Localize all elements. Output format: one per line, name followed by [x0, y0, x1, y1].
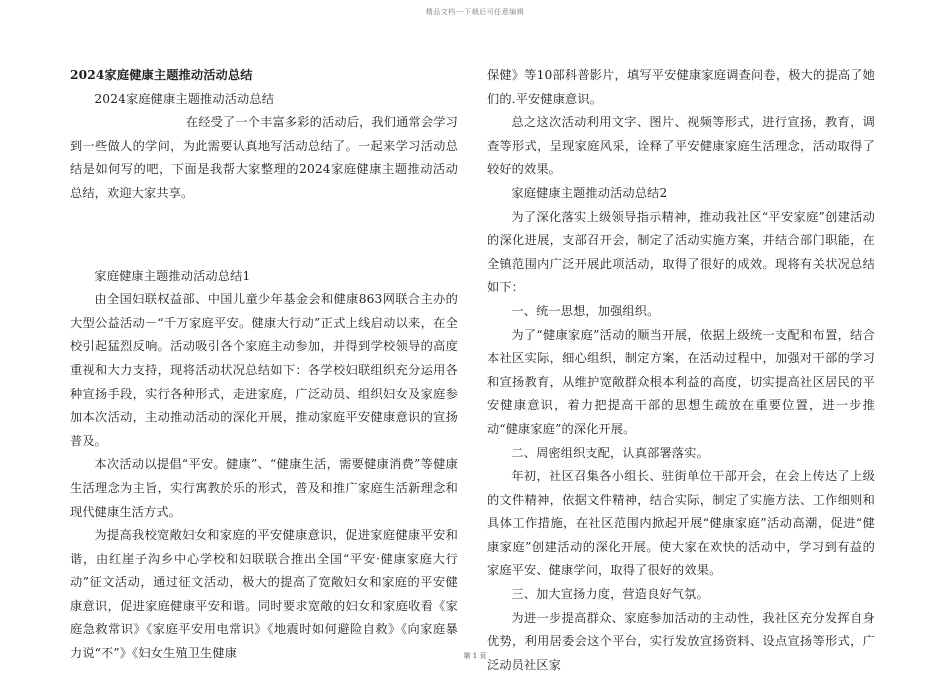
page-footer: 第 1 页 [463, 652, 487, 660]
paragraph: 总之这次活动利用文字、图片、视频等形式，进行宣扬，教育，调查等形式，呈现家庭风采，诠释了平安健康家庭生活理念，活动取得了较好的效果。 [487, 115, 875, 177]
subheading: 一、统一思想，加强组织。 [511, 303, 660, 318]
subtitle: 2024家庭健康主题推动活动总结 [94, 91, 275, 106]
paragraph: 为了深化落实上级领导指示精神，推动我社区“平安家庭”创建活动的深化进展，支部召开会，制定了活动实施方案，并结合部门职能，在全镇范围内广泛开展此项活动，取得了很好的成效。现将有关状况总结如下： [487, 209, 875, 295]
document-title: 2024家庭健康主题推动活动总结 [70, 68, 253, 82]
subheading: 三、加大宣扬力度，营造良好气氛。 [511, 587, 709, 602]
page-header: 精品文档---下载后可任意编辑 [425, 8, 525, 16]
paragraph: 年初，社区召集各小组长、驻街单位干部开会，在会上传达了上级的文件精神，依据文件精神，结合实际，制定了实施方法、工作细则和具体工作措施，在社区范围内掀起开展“健康家庭”活动高潮，促进“健康家庭”创建活动的深化开展。使大家在欢快的活动中，学习到有益的家庭平安、健康学问，取得了很好的效果。 [487, 469, 875, 578]
section-heading-1: 家庭健康主题推动活动总结1 [94, 268, 251, 283]
paragraph: 为了“健康家庭”活动的顺当开展，依据上级统一支配和布置，结合本社区实际，细心组织，制定方案，在活动过程中，加强对干部的学习和宣扬教育，从维护宽敞群众根本利益的高度，切实提高社区居民的平安健康意识，着力把提高干部的思想生疏放在重要位置，进一步推动“健康家庭”的深化开展。 [487, 327, 875, 436]
paragraph: 由全国妇联权益部、中国儿童少年基金会和健康863网联合主办的大型公益活动－“千万家庭平安。健康大行动”正式上线启动以来，在全校引起猛烈反响。活动吸引各个家庭主动参加，并得到学校领导的高度重视和大力支持，现将活动状况总结如下：各学校妇联组织充分运用各种宣扬手段，实行各种形式，走进家庭，广泛动员、组织妇女及家庭参加本次活动，主动推动活动的深化开展，推动家庭平安健康意识的宣扬普及。 [70, 292, 458, 448]
spacer [70, 206, 458, 265]
intro-paragraph: 在经受了一个丰富多彩的活动后，我们通常会学习到一些做人的学问，为此需要认真地写活动总结了。一起来学习活动总结是如何写的吧，下面是我帮大家整理的2024家庭健康主题推动活动总结，欢迎大家共享。 [70, 115, 458, 200]
left-column [70, 64, 458, 666]
paragraph: 为进一步提高群众、家庭参加活动的主动性，我社区充分发挥自身优势，利用居委会这个平台，实行发放宣扬资料、设点宣扬等形式，广泛动员社区家 [487, 610, 875, 672]
subheading: 二、周密组织支配，认真部署落实。 [511, 445, 709, 460]
right-column [487, 64, 875, 677]
paragraph: 为提高我校宽敞妇女和家庭的平安健康意识，促进家庭健康平安和谐，由红崖子沟乡中心学校和妇联联合推出全国“平安·健康家庭大行动”征文活动，通过征文活动，极大的提高了宽敞妇女和家庭的平安健康意识，促进家庭健康平安和谐。同时要求宽敞的妇女和家庭收看《家庭急救常识》《家庭平安用电常识》《地震时如何避险自救》《向家庭暴力说“不”》《妇女生殖卫生健康 [70, 528, 458, 661]
paragraph: 本次活动以提倡“平安。健康”、“健康生活，需要健康消费”等健康生活理念为主旨，实行寓教於乐的形式，普及和推广家庭生活新理念和现代健康生活方式。 [70, 457, 458, 519]
section-heading-2: 家庭健康主题推动活动总结2 [511, 185, 668, 200]
paragraph: 保健》等10部科普影片，填写平安健康家庭调查问卷，极大的提高了她们的.平安健康意识。 [487, 68, 875, 106]
